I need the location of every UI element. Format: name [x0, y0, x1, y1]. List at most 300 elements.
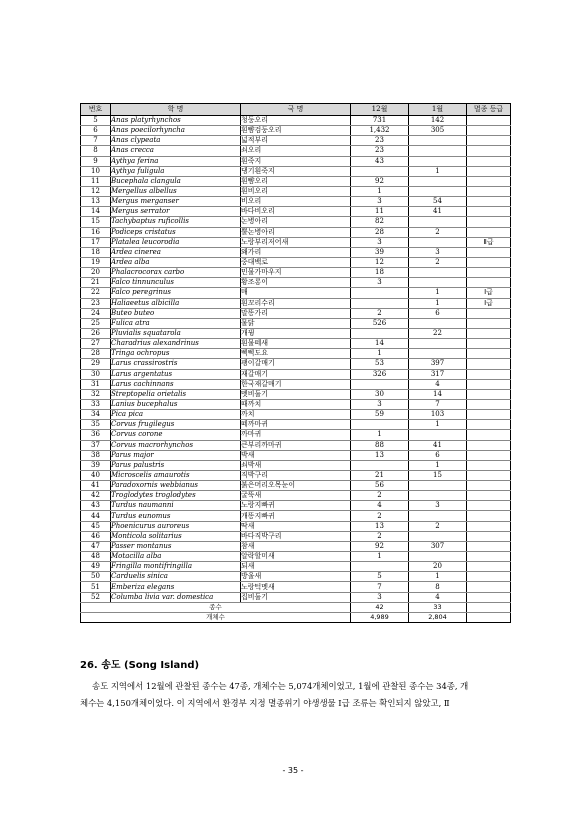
- row-scientific-name: Pluvialis squatarola: [111, 328, 241, 338]
- row-scientific-name: Pica pica: [111, 410, 241, 420]
- row-december-count: 18: [351, 268, 409, 278]
- row-january-count: [409, 531, 467, 541]
- table-row: [81, 156, 511, 166]
- row-number: 35: [81, 420, 111, 430]
- row-endangered-grade: [467, 572, 511, 582]
- table-header-row: [81, 104, 511, 116]
- row-korean-name: 흰비오리: [241, 186, 351, 196]
- table-row: [81, 126, 511, 136]
- row-january-count: 3: [409, 501, 467, 511]
- row-endangered-grade: [467, 278, 511, 288]
- row-scientific-name: Mergus merganser: [111, 197, 241, 207]
- table-row: [81, 501, 511, 511]
- row-endangered-grade: [467, 582, 511, 592]
- row-january-count: 305: [409, 126, 467, 136]
- row-endangered-grade: [467, 217, 511, 227]
- table-row: [81, 237, 511, 247]
- table-row: [81, 521, 511, 531]
- row-number: 12: [81, 186, 111, 196]
- row-december-count: 13: [351, 450, 409, 460]
- row-scientific-name: Turdus eunomus: [111, 511, 241, 521]
- row-scientific-name: Mergellus albellus: [111, 186, 241, 196]
- row-endangered-grade: [467, 460, 511, 470]
- row-korean-name: 알락할미새: [241, 552, 351, 562]
- species-count-row: [81, 602, 511, 612]
- row-number: 36: [81, 430, 111, 440]
- row-endangered-grade: [467, 247, 511, 257]
- row-korean-name: 되새: [241, 562, 351, 572]
- row-endangered-grade: [467, 349, 511, 359]
- table-row: [81, 328, 511, 338]
- row-number: 38: [81, 450, 111, 460]
- row-endangered-grade: [467, 369, 511, 379]
- row-december-count: 731: [351, 116, 409, 126]
- row-korean-name: 노랑지빠귀: [241, 501, 351, 511]
- row-scientific-name: Anas platyrhynchos: [111, 116, 241, 126]
- row-december-count: [351, 298, 409, 308]
- row-december-count: 56: [351, 481, 409, 491]
- table-row: [81, 318, 511, 328]
- row-korean-name: 흰뺨검둥오리: [241, 126, 351, 136]
- row-december-count: 2: [351, 531, 409, 541]
- row-number: 52: [81, 592, 111, 602]
- row-endangered-grade: [467, 207, 511, 217]
- table-row: [81, 399, 511, 409]
- row-number: 50: [81, 572, 111, 582]
- row-number: 41: [81, 481, 111, 491]
- row-scientific-name: Microscelis amaurotis: [111, 470, 241, 480]
- row-december-count: 88: [351, 440, 409, 450]
- row-scientific-name: Fulica atra: [111, 318, 241, 328]
- header-endangered-grade: 멸종 등급: [467, 104, 511, 116]
- row-december-count: 14: [351, 339, 409, 349]
- row-endangered-grade: [467, 308, 511, 318]
- row-korean-name: 청둥오리: [241, 116, 351, 126]
- row-december-count: 3: [351, 592, 409, 602]
- row-endangered-grade: [467, 481, 511, 491]
- row-number: 7: [81, 136, 111, 146]
- row-korean-name: 까마귀: [241, 430, 351, 440]
- row-january-count: 307: [409, 541, 467, 551]
- bird-survey-table: [80, 103, 511, 623]
- table-row: [81, 308, 511, 318]
- row-scientific-name: Larus argentatus: [111, 369, 241, 379]
- row-number: 22: [81, 288, 111, 298]
- row-number: 21: [81, 278, 111, 288]
- row-january-count: [409, 552, 467, 562]
- row-endangered-grade: [467, 470, 511, 480]
- row-korean-name: 흰물떼새: [241, 339, 351, 349]
- row-endangered-grade: Ⅰ급: [467, 288, 511, 298]
- table-row: [81, 460, 511, 470]
- row-december-count: 1: [351, 186, 409, 196]
- row-scientific-name: Emberiza elegans: [111, 582, 241, 592]
- row-december-count: 92: [351, 541, 409, 551]
- row-january-count: [409, 217, 467, 227]
- table-row: [81, 359, 511, 369]
- row-december-count: 3: [351, 399, 409, 409]
- row-korean-name: 댕기흰죽지: [241, 166, 351, 176]
- row-korean-name: 흰죽지: [241, 156, 351, 166]
- row-december-count: 21: [351, 470, 409, 480]
- species-count-january: 33: [409, 602, 467, 612]
- row-december-count: 1: [351, 349, 409, 359]
- row-endangered-grade: [467, 531, 511, 541]
- row-number: 15: [81, 217, 111, 227]
- row-january-count: 41: [409, 207, 467, 217]
- row-number: 48: [81, 552, 111, 562]
- row-korean-name: 황조롱이: [241, 278, 351, 288]
- row-number: 23: [81, 298, 111, 308]
- paragraph-line-1: 송도 지역에서 12월에 관찰된 종수는 47종, 개체수는 5,074개체이었고, 1월에 관찰된 종수는 34종, 개: [92, 681, 469, 691]
- row-number: 37: [81, 440, 111, 450]
- table-row: [81, 379, 511, 389]
- row-number: 28: [81, 349, 111, 359]
- individual-count-grade: [467, 612, 511, 622]
- row-january-count: 6: [409, 450, 467, 460]
- row-endangered-grade: [467, 268, 511, 278]
- table-row: [81, 440, 511, 450]
- row-scientific-name: Charadrius alexandrinus: [111, 339, 241, 349]
- row-december-count: 326: [351, 369, 409, 379]
- row-december-count: 1: [351, 430, 409, 440]
- table-row: [81, 186, 511, 196]
- row-number: 39: [81, 460, 111, 470]
- row-number: 11: [81, 176, 111, 186]
- row-january-count: 397: [409, 359, 467, 369]
- row-number: 16: [81, 227, 111, 237]
- row-january-count: 1: [409, 460, 467, 470]
- row-endangered-grade: [467, 136, 511, 146]
- row-endangered-grade: [467, 257, 511, 267]
- row-december-count: 59: [351, 410, 409, 420]
- row-number: 8: [81, 146, 111, 156]
- row-number: 42: [81, 491, 111, 501]
- row-endangered-grade: [467, 328, 511, 338]
- header-scientific-name: 학 명: [111, 104, 241, 116]
- row-endangered-grade: [467, 521, 511, 531]
- row-number: 33: [81, 399, 111, 409]
- row-endangered-grade: [467, 156, 511, 166]
- row-december-count: [351, 288, 409, 298]
- row-korean-name: 때까치: [241, 399, 351, 409]
- row-scientific-name: Bucephala clangula: [111, 176, 241, 186]
- row-number: 26: [81, 328, 111, 338]
- row-scientific-name: Motacilla alba: [111, 552, 241, 562]
- table-row: [81, 288, 511, 298]
- row-scientific-name: Falco peregrinus: [111, 288, 241, 298]
- row-scientific-name: Tringa ochropus: [111, 349, 241, 359]
- row-endangered-grade: [467, 227, 511, 237]
- row-korean-name: 삑삑도요: [241, 349, 351, 359]
- header-number: 번호: [81, 104, 111, 116]
- table-row: [81, 136, 511, 146]
- row-december-count: [351, 460, 409, 470]
- row-korean-name: 큰부리까마귀: [241, 440, 351, 450]
- row-korean-name: 바다직박구리: [241, 531, 351, 541]
- row-december-count: 1: [351, 552, 409, 562]
- row-endangered-grade: [467, 126, 511, 136]
- row-endangered-grade: Ⅱ급: [467, 237, 511, 247]
- row-endangered-grade: [467, 186, 511, 196]
- table-row: [81, 217, 511, 227]
- row-korean-name: 집비둘기: [241, 592, 351, 602]
- row-january-count: [409, 278, 467, 288]
- row-number: 24: [81, 308, 111, 318]
- row-december-count: 1,432: [351, 126, 409, 136]
- row-january-count: [409, 318, 467, 328]
- row-january-count: 8: [409, 582, 467, 592]
- row-scientific-name: Turdus naumanni: [111, 501, 241, 511]
- row-number: 20: [81, 268, 111, 278]
- row-endangered-grade: [467, 410, 511, 420]
- table-row: [81, 572, 511, 582]
- row-korean-name: 박새: [241, 450, 351, 460]
- table-row: [81, 531, 511, 541]
- row-korean-name: 중대백로: [241, 257, 351, 267]
- row-december-count: 5: [351, 572, 409, 582]
- row-january-count: 1: [409, 420, 467, 430]
- row-scientific-name: Anas clypeata: [111, 136, 241, 146]
- row-january-count: [409, 186, 467, 196]
- row-korean-name: 매: [241, 288, 351, 298]
- row-korean-name: 멧비둘기: [241, 389, 351, 399]
- row-scientific-name: Aythya ferina: [111, 156, 241, 166]
- row-endangered-grade: [467, 450, 511, 460]
- row-korean-name: 뿔논병아리: [241, 227, 351, 237]
- row-endangered-grade: [467, 491, 511, 501]
- row-january-count: 1: [409, 298, 467, 308]
- row-scientific-name: Tachybaptus ruficollis: [111, 217, 241, 227]
- row-scientific-name: Corvus macrorhynchos: [111, 440, 241, 450]
- row-january-count: 14: [409, 389, 467, 399]
- row-scientific-name: Passer montanus: [111, 541, 241, 551]
- row-scientific-name: Buteo buteo: [111, 308, 241, 318]
- row-january-count: 3: [409, 247, 467, 257]
- row-number: 29: [81, 359, 111, 369]
- row-number: 18: [81, 247, 111, 257]
- row-january-count: [409, 481, 467, 491]
- row-scientific-name: Paradoxornis webbianus: [111, 481, 241, 491]
- paragraph-line-2: 체수는 4,150개체이었다. 이 지역에서 환경부 지정 멸종위기 야생생물 Ⅰ급 조류는 확인되지 않았고, Ⅱ: [80, 698, 450, 708]
- table-row: [81, 257, 511, 267]
- row-january-count: [409, 136, 467, 146]
- row-number: 51: [81, 582, 111, 592]
- row-january-count: 2: [409, 227, 467, 237]
- row-endangered-grade: [467, 166, 511, 176]
- table-row: [81, 339, 511, 349]
- row-scientific-name: Larus crassirostris: [111, 359, 241, 369]
- header-december: 12월: [351, 104, 409, 116]
- row-january-count: 103: [409, 410, 467, 420]
- row-december-count: [351, 328, 409, 338]
- row-korean-name: 말똥가리: [241, 308, 351, 318]
- individual-count-row: [81, 612, 511, 622]
- row-scientific-name: Corvus frugilegus: [111, 420, 241, 430]
- row-january-count: 6: [409, 308, 467, 318]
- row-december-count: [351, 562, 409, 572]
- row-endangered-grade: [467, 511, 511, 521]
- row-number: 44: [81, 511, 111, 521]
- species-count-grade: [467, 602, 511, 612]
- row-scientific-name: Falco tinnunculus: [111, 278, 241, 288]
- table-row: [81, 268, 511, 278]
- row-korean-name: 방울새: [241, 572, 351, 582]
- species-count-december: 42: [351, 602, 409, 612]
- row-december-count: 2: [351, 308, 409, 318]
- row-number: 19: [81, 257, 111, 267]
- table-row: [81, 552, 511, 562]
- row-number: 17: [81, 237, 111, 247]
- row-number: 47: [81, 541, 111, 551]
- table-row: [81, 197, 511, 207]
- row-december-count: [351, 420, 409, 430]
- row-scientific-name: Streptopelia orietalis: [111, 389, 241, 399]
- row-january-count: [409, 511, 467, 521]
- row-december-count: 39: [351, 247, 409, 257]
- row-endangered-grade: [467, 430, 511, 440]
- individual-count-december: 4,989: [351, 612, 409, 622]
- table-row: [81, 176, 511, 186]
- row-korean-name: 개똥지빠귀: [241, 511, 351, 521]
- row-scientific-name: Ardea alba: [111, 257, 241, 267]
- row-korean-name: 논병아리: [241, 217, 351, 227]
- row-january-count: 54: [409, 197, 467, 207]
- row-scientific-name: Monticola solitarius: [111, 531, 241, 541]
- row-january-count: 2: [409, 521, 467, 531]
- row-endangered-grade: Ⅰ급: [467, 298, 511, 308]
- row-scientific-name: Larus cachinnans: [111, 379, 241, 389]
- species-count-label: 종수: [81, 602, 351, 612]
- row-january-count: 4: [409, 592, 467, 602]
- row-number: 46: [81, 531, 111, 541]
- row-number: 5: [81, 116, 111, 126]
- row-number: 27: [81, 339, 111, 349]
- row-december-count: 53: [351, 359, 409, 369]
- row-scientific-name: Anas poecilorhyncha: [111, 126, 241, 136]
- row-korean-name: 까치: [241, 410, 351, 420]
- row-endangered-grade: [467, 379, 511, 389]
- row-january-count: 7: [409, 399, 467, 409]
- row-december-count: [351, 379, 409, 389]
- table-row: [81, 582, 511, 592]
- row-january-count: [409, 339, 467, 349]
- row-number: 49: [81, 562, 111, 572]
- row-scientific-name: Phoenicurus auroreus: [111, 521, 241, 531]
- individual-count-january: 2,804: [409, 612, 467, 622]
- row-january-count: 20: [409, 562, 467, 572]
- row-korean-name: 굴뚝새: [241, 491, 351, 501]
- section-paragraph: [80, 678, 512, 712]
- row-december-count: 92: [351, 176, 409, 186]
- table-row: [81, 278, 511, 288]
- page-number: - 35 -: [282, 766, 304, 775]
- table-row: [81, 430, 511, 440]
- row-korean-name: 민물가마우지: [241, 268, 351, 278]
- row-korean-name: 흰꼬리수리: [241, 298, 351, 308]
- row-december-count: [351, 166, 409, 176]
- row-january-count: 1: [409, 288, 467, 298]
- table-row: [81, 420, 511, 430]
- row-number: 43: [81, 501, 111, 511]
- row-number: 30: [81, 369, 111, 379]
- row-scientific-name: Corvus corone: [111, 430, 241, 440]
- table-row: [81, 166, 511, 176]
- row-january-count: [409, 237, 467, 247]
- row-endangered-grade: [467, 116, 511, 126]
- row-december-count: 526: [351, 318, 409, 328]
- row-number: 40: [81, 470, 111, 480]
- table-row: [81, 481, 511, 491]
- row-december-count: 13: [351, 521, 409, 531]
- row-endangered-grade: [467, 552, 511, 562]
- row-december-count: 4: [351, 501, 409, 511]
- table-row: [81, 562, 511, 572]
- table-row: [81, 247, 511, 257]
- row-korean-name: 참새: [241, 541, 351, 551]
- row-number: 45: [81, 521, 111, 531]
- row-endangered-grade: [467, 197, 511, 207]
- row-endangered-grade: [467, 420, 511, 430]
- table-row: [81, 146, 511, 156]
- row-korean-name: 한국재갈매기: [241, 379, 351, 389]
- row-number: 14: [81, 207, 111, 217]
- table-row: [81, 369, 511, 379]
- row-january-count: [409, 268, 467, 278]
- row-number: 13: [81, 197, 111, 207]
- row-korean-name: 딱새: [241, 521, 351, 531]
- table-row: [81, 116, 511, 126]
- row-january-count: 15: [409, 470, 467, 480]
- row-number: 10: [81, 166, 111, 176]
- row-december-count: 23: [351, 146, 409, 156]
- row-endangered-grade: [467, 389, 511, 399]
- row-scientific-name: Fringilla montifringilla: [111, 562, 241, 572]
- row-number: 32: [81, 389, 111, 399]
- row-number: 34: [81, 410, 111, 420]
- row-endangered-grade: [467, 339, 511, 349]
- row-scientific-name: Podiceps cristatus: [111, 227, 241, 237]
- section-title: 26. 송도 (Song Island): [80, 660, 200, 671]
- row-january-count: 1: [409, 572, 467, 582]
- row-scientific-name: Troglodytes troglodytes: [111, 491, 241, 501]
- row-scientific-name: Platalea leucorodia: [111, 237, 241, 247]
- table-row: [81, 592, 511, 602]
- table-row: [81, 410, 511, 420]
- row-scientific-name: Aythya fuligula: [111, 166, 241, 176]
- row-korean-name: 떼까마귀: [241, 420, 351, 430]
- row-scientific-name: Anas crecca: [111, 146, 241, 156]
- row-korean-name: 괭이갈매기: [241, 359, 351, 369]
- header-january: 1월: [409, 104, 467, 116]
- table-row: [81, 227, 511, 237]
- row-december-count: 11: [351, 207, 409, 217]
- row-korean-name: 물닭: [241, 318, 351, 328]
- row-december-count: 43: [351, 156, 409, 166]
- row-december-count: 3: [351, 197, 409, 207]
- table-row: [81, 389, 511, 399]
- table-row: [81, 541, 511, 551]
- row-endangered-grade: [467, 562, 511, 572]
- row-korean-name: 비오리: [241, 197, 351, 207]
- row-scientific-name: Carduelis sinica: [111, 572, 241, 582]
- row-scientific-name: Columba livia var. domestica: [111, 592, 241, 602]
- row-january-count: [409, 156, 467, 166]
- row-january-count: 41: [409, 440, 467, 450]
- row-endangered-grade: [467, 440, 511, 450]
- row-korean-name: 재갈매기: [241, 369, 351, 379]
- row-january-count: 2: [409, 257, 467, 267]
